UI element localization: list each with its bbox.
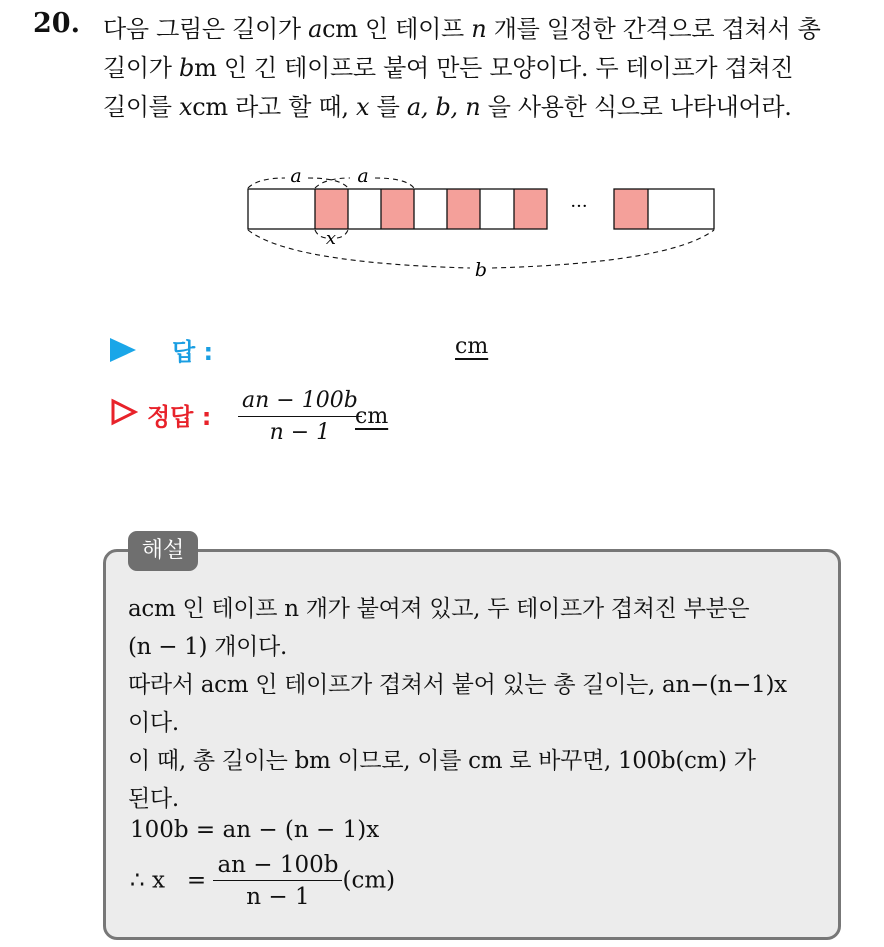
question-text	[103, 10, 873, 127]
solution-line-2: (n − 1) 개이다.	[128, 634, 287, 660]
correct-answer-label: 정답 :	[147, 403, 212, 431]
question-line-3: 길이를 xcm 라고 할 때, x 를 a, b, n 을 사용한 식으로 나타내어라.	[103, 93, 792, 121]
answer-label: 답 :	[172, 338, 214, 366]
correct-denominator: n − 1	[269, 420, 331, 445]
label-b: b	[474, 259, 488, 281]
eq2-fraction	[213, 850, 342, 913]
label-x: x	[325, 228, 337, 249]
eq2-denominator: n − 1	[246, 884, 310, 910]
question-line-2: 길이가 bm 인 긴 테이프로 붙여 만든 모양이다. 두 테이프가 겹쳐진	[103, 54, 794, 82]
eq2-suffix: (cm)	[342, 867, 396, 894]
correct-answer-unit: cm	[355, 404, 389, 429]
overlap-4	[514, 189, 547, 229]
solution-line-4: 이다.	[128, 710, 179, 736]
eq2-numerator: an − 100b	[213, 850, 342, 881]
solution-equation-1: 100b = an − (n − 1)x	[130, 817, 380, 843]
label-a-second: a	[357, 165, 369, 187]
solution-line-1: acm 인 테이프 n 개가 붙여져 있고, 두 테이프가 겹쳐진 부분은	[128, 596, 750, 622]
solution-tag: 해설	[128, 531, 198, 571]
ellipsis: ···	[570, 196, 588, 217]
question-line-1: 다음 그림은 길이가 acm 인 테이프 n 개를 일정한 간격으로 겹쳐서 총	[103, 15, 821, 43]
correct-numerator: an − 100b	[238, 386, 362, 417]
overlap-1	[315, 189, 348, 229]
overlap-5	[614, 189, 648, 229]
overlap-3	[447, 189, 480, 229]
question-number: 20.	[33, 8, 80, 39]
solution-equation-2	[130, 850, 395, 913]
eq2-prefix: ∴ x =	[130, 867, 207, 894]
play-triangle-icon	[110, 338, 136, 362]
outline-triangle-icon	[110, 398, 138, 426]
tape-figure	[230, 160, 730, 285]
correct-answer-fraction	[238, 386, 362, 449]
overlap-regions	[315, 189, 648, 229]
label-a-first: a	[290, 165, 302, 187]
solution-line-6: 된다.	[128, 786, 179, 812]
solution-text	[128, 590, 833, 818]
overlap-2	[381, 189, 414, 229]
answer-unit: cm	[455, 334, 489, 359]
solution-line-5: 이 때, 총 길이는 bm 이므로, 이를 cm 로 바꾸면, 100b(cm) 가	[128, 748, 756, 774]
solution-line-3: 따라서 acm 인 테이프가 겹쳐서 붙어 있는 총 길이는, an−(n−1)x	[128, 672, 787, 698]
